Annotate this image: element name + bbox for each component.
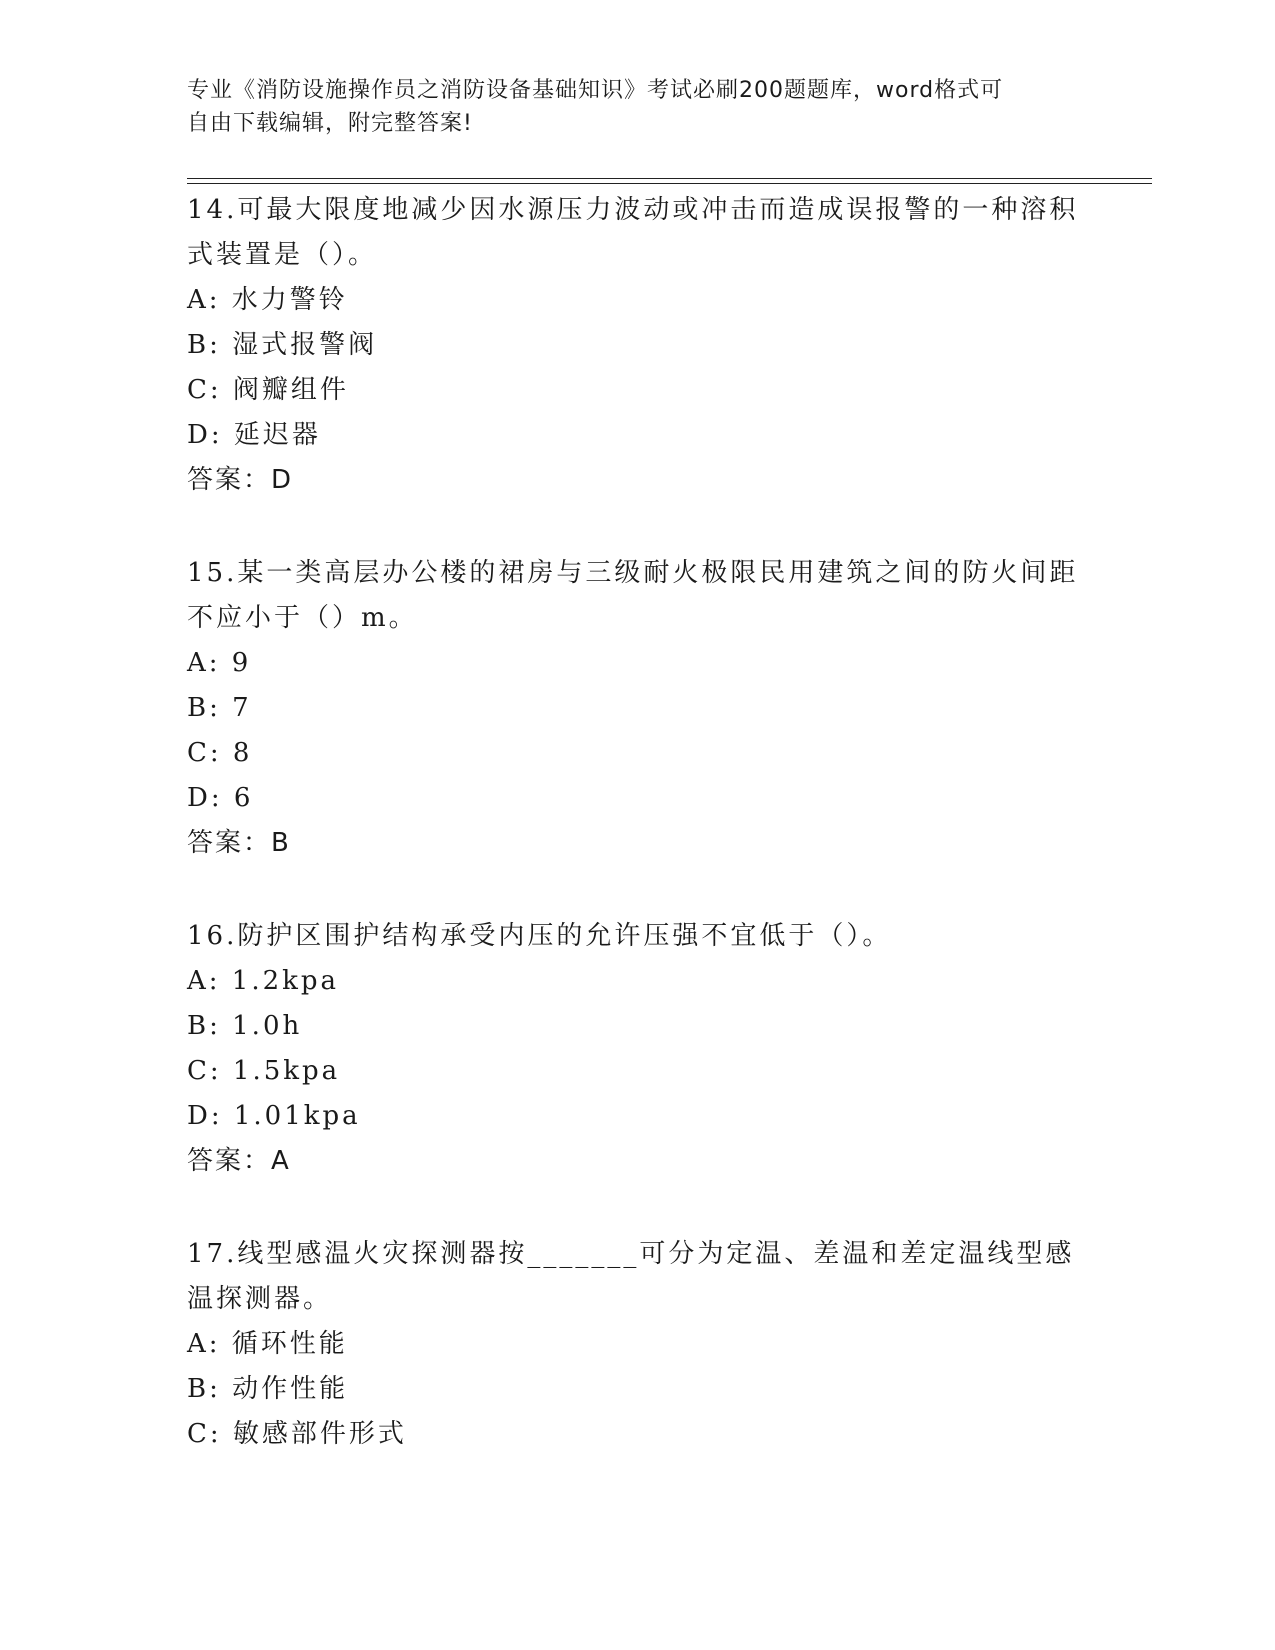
option-c: C: 敏感部件形式 xyxy=(187,1419,407,1449)
question-stem-cont: 不应小于（）m。 xyxy=(187,603,418,633)
question-list xyxy=(187,188,1087,1505)
question-14 xyxy=(187,188,1087,503)
document-header xyxy=(187,74,1067,140)
option-d: D: 1.01kpa xyxy=(187,1101,361,1131)
header-line-2: 自由下载编辑，附完整答案! xyxy=(187,111,473,136)
question-stem: 15.某一类高层办公楼的裙房与三级耐火极限民用建筑之间的防火间距 xyxy=(187,558,1079,588)
question-stem: 14.可最大限度地减少因水源压力波动或冲击而造成误报警的一种溶积 xyxy=(187,195,1079,225)
option-c: C: 8 xyxy=(187,738,253,768)
question-stem-cont: 式装置是（）。 xyxy=(187,240,378,270)
option-b: B: 动作性能 xyxy=(187,1374,349,1404)
answer: 答案：D xyxy=(187,465,294,495)
option-a: A: 循环性能 xyxy=(187,1329,348,1359)
question-16 xyxy=(187,914,1087,1184)
question-17 xyxy=(187,1232,1087,1457)
option-b: B: 1.0h xyxy=(187,1011,303,1041)
header-divider-top xyxy=(187,178,1152,179)
answer: 答案：A xyxy=(187,1146,291,1176)
header-line-1: 专业《消防设施操作员之消防设备基础知识》考试必刷200题题库，word格式可 xyxy=(187,78,1004,103)
question-stem: 16.防护区围护结构承受内压的允许压强不宜低于（）。 xyxy=(187,921,892,951)
question-stem-cont: 温探测器。 xyxy=(187,1284,333,1314)
question-15 xyxy=(187,551,1087,866)
question-stem: 17.线型感温火灾探测器按_______可分为定温、差温和差定温线型感 xyxy=(187,1239,1075,1269)
header-divider-bottom xyxy=(187,183,1152,184)
option-b: B: 7 xyxy=(187,693,252,723)
option-c: C: 阀瓣组件 xyxy=(187,375,349,405)
option-d: D: 延迟器 xyxy=(187,420,321,450)
option-a: A: 9 xyxy=(187,648,252,678)
option-a: A: 1.2kpa xyxy=(187,966,340,996)
answer: 答案：B xyxy=(187,828,291,858)
option-d: D: 6 xyxy=(187,783,254,813)
option-c: C: 1.5kpa xyxy=(187,1056,341,1086)
option-b: B: 湿式报警阀 xyxy=(187,330,378,360)
option-a: A: 水力警铃 xyxy=(187,285,348,315)
